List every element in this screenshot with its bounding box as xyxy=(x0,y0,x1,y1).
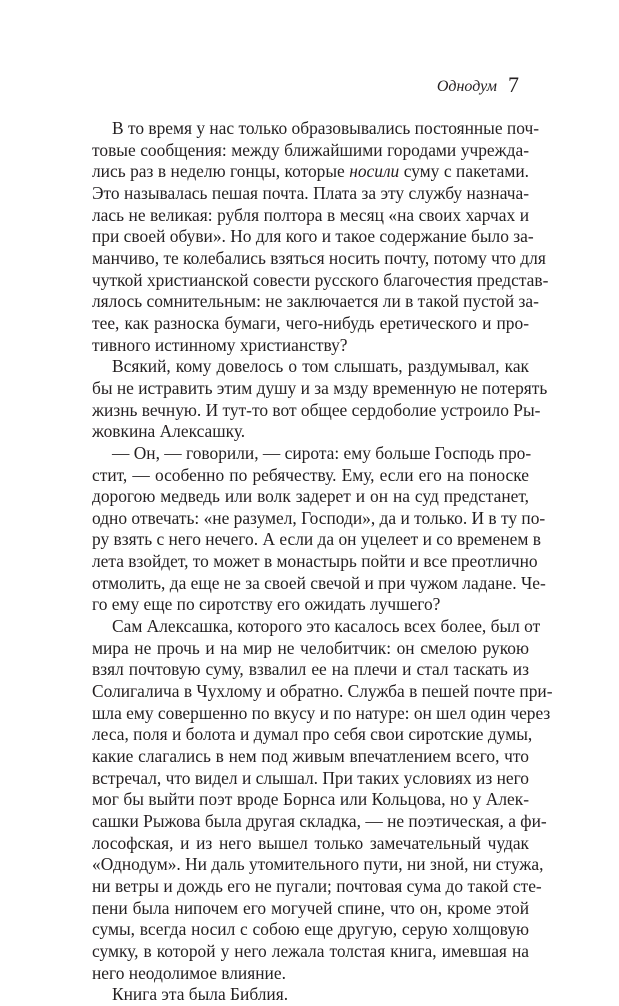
italic-emphasis: носили xyxy=(349,161,400,182)
text-line xyxy=(92,291,539,313)
running-head xyxy=(92,72,529,102)
paragraph xyxy=(92,442,546,616)
text-span: Солигалича в Чухлому и обратно. Служба в пешей почте при- xyxy=(92,681,553,702)
text-line xyxy=(92,551,538,573)
text-span: встречал, что видел и слышал. При таких условиях из него xyxy=(92,767,529,788)
body-text xyxy=(92,118,553,1006)
text-line xyxy=(92,919,529,941)
text-line xyxy=(92,984,529,1006)
text-span: жовкина Алексашку. xyxy=(92,421,246,442)
text-span: леса, поля и болота и думал про себя свои сиротские думы, xyxy=(92,724,533,745)
text-span: тее, как разноска бумаги, чего-нибудь еретического и про- xyxy=(92,312,529,333)
page-number: 7 xyxy=(508,72,519,97)
text-span: — Он, — говорили, — сирота: ему больше Господь про- xyxy=(112,442,532,463)
text-line xyxy=(92,226,534,248)
text-line xyxy=(92,963,529,985)
text-line xyxy=(92,594,529,616)
text-span: Это называлась пешая почта. Плата за эту службу назнача- xyxy=(92,182,529,203)
text-span: при своей обуви». Но для кого и такое содержание было за- xyxy=(92,226,534,247)
text-span: товые сообщения: между ближайшими городами учрежда- xyxy=(92,139,529,160)
text-span: лась не великая: рубля полтора в месяц «на своих харчах и xyxy=(92,204,529,225)
text-span: ни ветры и дождь его не пугали; почтовая сума до такой сте- xyxy=(92,875,542,896)
text-line xyxy=(92,768,529,790)
text-line xyxy=(92,140,529,162)
text-line xyxy=(92,746,529,768)
text-line xyxy=(92,269,549,292)
text-line xyxy=(92,421,529,443)
text-line xyxy=(92,941,529,963)
text-span: шла ему совершенно по вкусу и по натуре: он шел один через xyxy=(92,702,551,723)
text-span: пени была нипочем его могучей спине, что он, кроме этой xyxy=(92,897,529,918)
text-span: бы не истравить этим душу и за мзду временную не потерять xyxy=(92,377,548,398)
text-line xyxy=(92,875,542,898)
text-span: дорогою медведь или волк задерет и он на суд предстанет, xyxy=(92,486,529,507)
text-span: чуткой христианской совести русского благочестия представ- xyxy=(92,269,549,290)
text-line xyxy=(92,724,533,746)
text-span: стит, — особенно по ребячеству. Ему, если его на поноске xyxy=(92,464,529,485)
text-span: мира не прочь и на мир не челобитчик: он смелою рукою xyxy=(92,637,529,658)
text-line xyxy=(92,854,544,876)
text-span: жизнь вечную. И тут-то вот общее сердоболие устроило Ры- xyxy=(92,399,541,420)
text-span: сумку, в которой у него лежала толстая книга, имевшая на xyxy=(92,940,529,961)
text-span: Книга эта была Библия. xyxy=(112,984,289,1005)
text-line xyxy=(92,507,546,530)
text-line xyxy=(92,659,529,681)
text-span: манчиво, те колебались взяться носить почту, потому что для xyxy=(92,247,546,268)
text-line xyxy=(92,335,529,357)
text-span: Сам Алексашка, которого это касалось всех более, был от xyxy=(112,616,541,637)
text-line xyxy=(92,572,546,595)
text-line xyxy=(92,833,529,855)
text-span: го ему еще по сиротству его ожидать лучшего? xyxy=(92,594,441,615)
text-line xyxy=(92,789,529,811)
text-line xyxy=(92,247,546,270)
paragraph xyxy=(92,616,553,984)
text-span: ру взять с него нечего. А если да он уцелеет и со временем в xyxy=(92,529,541,550)
paragraph xyxy=(92,356,548,443)
text-span: тивного истинному христианству? xyxy=(92,334,348,355)
text-line xyxy=(92,681,553,703)
text-line xyxy=(92,377,548,400)
text-span: лись раз в неделю гонцы, которые xyxy=(92,161,350,182)
running-head-title: Однодум xyxy=(436,78,497,95)
text-line xyxy=(92,702,551,725)
text-span: мог бы выйти поэт вроде Борнса или Кольцова, но у Алек- xyxy=(92,789,529,810)
text-line xyxy=(92,486,529,508)
text-line xyxy=(92,465,529,487)
text-line xyxy=(92,118,540,140)
text-span: какие слагались в нем под живым впечатлением всего, что xyxy=(92,746,529,767)
text-line xyxy=(92,161,529,183)
text-span: сумы, всегда носил с собою еще другую, серую холщовую xyxy=(92,919,529,940)
text-span: лософская, и из него вышел только замечательный чудак xyxy=(92,832,529,853)
text-line xyxy=(92,638,529,660)
text-span: Всякий, кому довелось о том слышать, раздумывал, как xyxy=(112,356,529,377)
text-span: взял почтовую суму, взвалил ее на плечи и стал таскать из xyxy=(92,659,529,680)
text-line xyxy=(92,183,529,205)
text-line xyxy=(92,811,547,833)
paragraph xyxy=(92,118,549,356)
text-span: суму с пакетами. xyxy=(399,161,529,182)
text-span: В то время у нас только образовывались постоянные поч- xyxy=(112,118,540,138)
text-span: него неодолимое влияние. xyxy=(92,962,286,983)
text-line xyxy=(92,616,541,638)
paragraph xyxy=(92,984,529,1006)
text-line xyxy=(92,529,541,551)
text-line xyxy=(92,313,529,335)
text-line xyxy=(92,399,541,422)
text-span: лета взойдет, то может в монастырь пойти и все преотлично xyxy=(92,551,538,572)
text-span: «Однодум». Ни даль утомительного пути, ни зной, ни стужа, xyxy=(92,854,544,875)
text-line xyxy=(92,205,529,227)
text-line xyxy=(92,356,529,378)
text-line xyxy=(92,898,529,920)
text-line xyxy=(92,442,532,465)
text-span: сашки Рыжова была другая складка, — не поэтическая, а фи- xyxy=(92,811,547,831)
text-span: отмолить, да еще не за своей свечой и при чужом ладане. Че- xyxy=(92,572,546,593)
text-span: лялось сомнительным: не заключается ли в такой пустой за- xyxy=(92,291,539,312)
text-span: одно отвечать: «не разумел, Господи», да и только. И в ту по- xyxy=(92,507,546,528)
